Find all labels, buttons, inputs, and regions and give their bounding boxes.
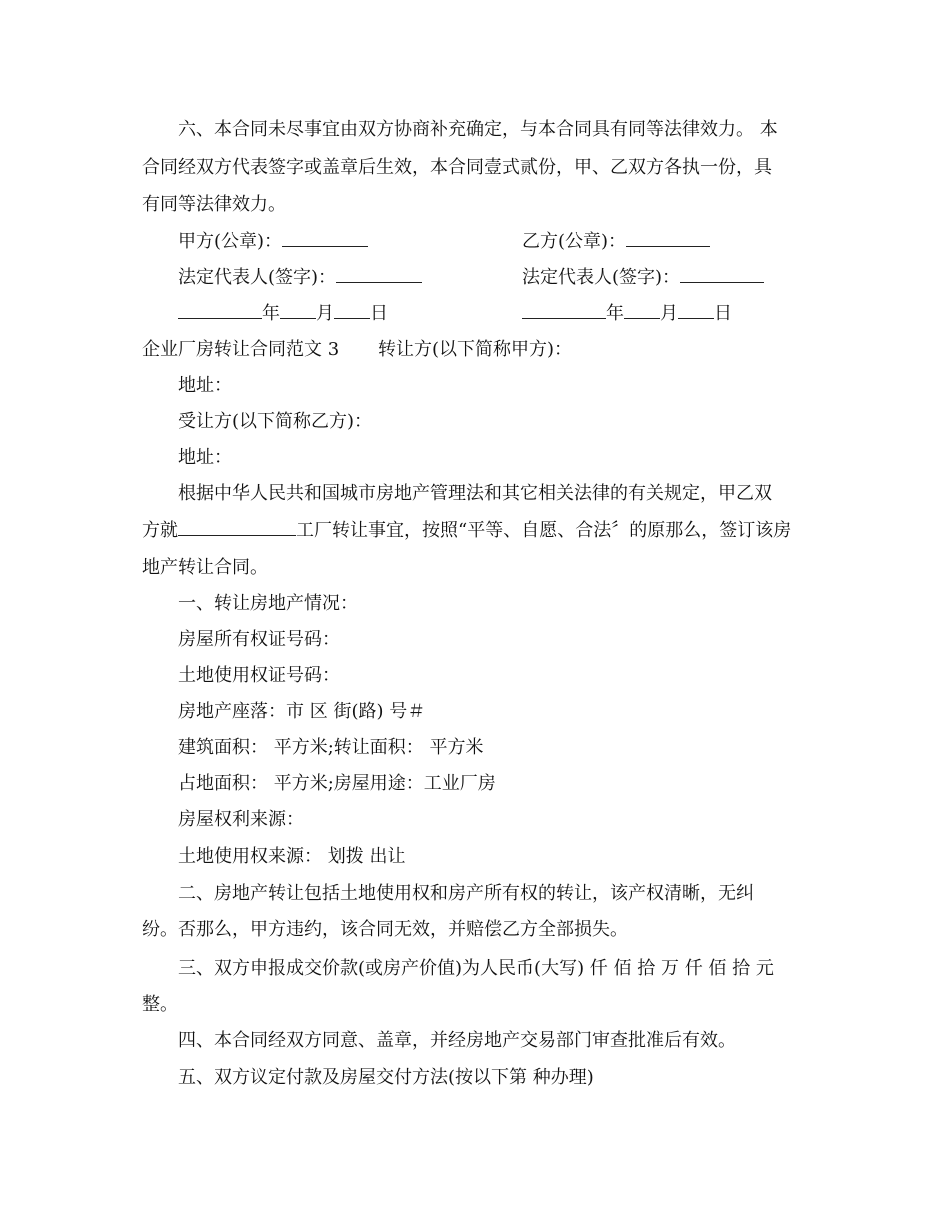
clause6-line1: 六、本合同未尽事宜由双方协商补充确定，与本合同具有同等法律效力。 本 (178, 119, 778, 140)
rep-a-blank (336, 266, 422, 283)
section4: 四、本合同经双方同意、盖章，并经房地产交易部门审查批准后有效。 (178, 1030, 736, 1051)
date-b-year-blank (522, 302, 606, 319)
date-a-row (178, 302, 388, 326)
clause6-line3: 有同等法律效力。 (142, 194, 286, 215)
party-a-seal-row (178, 230, 368, 254)
section1-title: 一、转让房地产情况： (178, 593, 358, 614)
rep-a-row (178, 266, 422, 290)
date-b-month-blank (624, 302, 660, 319)
clause6-line2: 合同经双方代表签字或盖章后生效，本合同壹式贰份，甲、乙双方各执一份，具 (142, 157, 772, 178)
land-cert-number: 土地使用权证号码： (178, 665, 340, 686)
preamble-line1: 根据中华人民共和国城市房地产管理法和其它相关法律的有关规定，甲乙双 (178, 483, 772, 504)
address-2: 地址： (178, 447, 232, 468)
date-a-year-blank (178, 302, 262, 319)
address-1: 地址： (178, 375, 232, 396)
rep-b-label: 法定代表人(签字)： (522, 267, 681, 288)
transferor-label: 转让方(以下简称甲方)： (378, 339, 573, 360)
date-b-row (522, 302, 732, 326)
date-a-day: 日 (370, 303, 388, 324)
house-cert-number: 房屋所有权证号码： (178, 629, 340, 650)
property-location: 房地产座落：市 区 街(路) 号＃ (178, 701, 426, 722)
rep-b-row (522, 266, 764, 290)
land-rights-source: 土地使用权来源： 划拨 出让 (178, 846, 406, 867)
template3-heading: 企业厂房转让合同范文 3 (142, 339, 340, 360)
date-b-day-blank (678, 302, 714, 319)
house-rights-source: 房屋权利来源： (178, 809, 304, 830)
preamble-factory-blank (178, 524, 296, 536)
transferee-label: 受让方(以下简称乙方)： (178, 411, 373, 432)
party-b-seal-blank (626, 230, 710, 247)
rep-a-label: 法定代表人(签字)： (178, 267, 337, 288)
rep-b-blank (680, 266, 764, 283)
section3-line2: 整。 (142, 994, 178, 1015)
date-a-day-blank (334, 302, 370, 319)
party-b-seal-label: 乙方(公章)： (522, 231, 627, 252)
party-a-seal-blank (282, 230, 368, 247)
party-b-seal-row (522, 230, 710, 254)
date-a-month-blank (280, 302, 316, 319)
date-b-year: 年 (606, 303, 624, 324)
preamble-line3: 地产转让合同。 (142, 557, 268, 578)
date-a-month: 月 (316, 303, 334, 324)
section5: 五、双方议定付款及房屋交付方法(按以下第 种办理) (178, 1067, 594, 1088)
date-b-month: 月 (660, 303, 678, 324)
preamble-line2-start: 方就 (142, 520, 178, 541)
land-area: 占地面积： 平方米;房屋用途：工业厂房 (178, 773, 496, 794)
party-a-seal-label: 甲方(公章)： (178, 231, 283, 252)
section3-line1: 三、双方申报成交价款(或房产价值)为人民币(大写) 仟 佰 拾 万 仟 佰 拾 元 (178, 958, 774, 979)
building-area: 建筑面积： 平方米;转让面积： 平方米 (178, 737, 484, 758)
section2-line1: 二、房地产转让包括土地使用权和房产所有权的转让，该产权清晰，无纠 (178, 883, 754, 904)
preamble-line2 (142, 519, 791, 543)
section2-line2: 纷。否那么，甲方违约，该合同无效，并赔偿乙方全部损失。 (142, 919, 628, 940)
date-b-day: 日 (714, 303, 732, 324)
preamble-line2-end: 工厂转让事宜，按照“平等、自愿、合法〞的原那么，签订该房 (296, 520, 792, 541)
date-a-year: 年 (262, 303, 280, 324)
